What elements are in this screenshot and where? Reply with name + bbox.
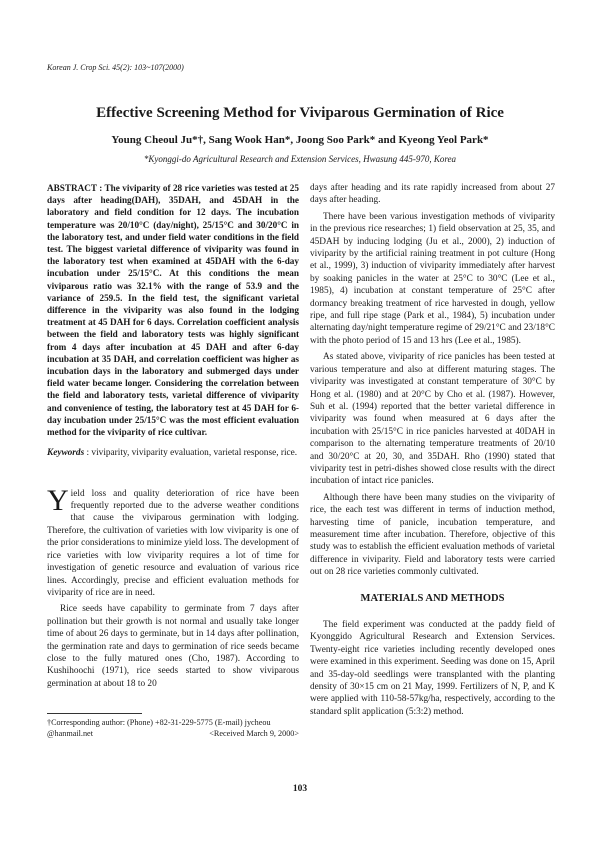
footnote [47, 717, 299, 739]
author-list: Young Cheoul Ju*†, Sang Wook Han*, Joong Soo Park* and Kyeong Yeol Park* [111, 134, 489, 146]
right-paragraph-4: Although there have been many studies on the viviparity of rice, the each test was different in terms of induction method, harvesting time of panicle, incubation temperature, and measurement time after incubation. Therefore, objective of this study was to establish the efficient evaluation methods of varietal difference in viviparity. Field and laboratory tests were carried out on 28 rice varieties commonly cultivated. [310, 492, 555, 578]
keywords [47, 447, 299, 459]
footnote-corresponding: †Corresponding author: (Phone) +82-31-229-5775 (E-mail) jycheou [47, 718, 271, 727]
methods-paragraph-1: The field experiment was conducted at the paddy field of Kyonggido Agricultural Research and Extension Services. Twenty-eight rice varieties including recently developed ones were examined in this experiment. Seeding was done on 15, April and 35-day-old seedlings were transplanted with the planting density of 30×15 cm on 21 May, 1999. Fertilizers of N, P, and K were applied with 110-58-57kg/ha, respectively, according to the standard split application (5:3:2) method. [310, 620, 555, 717]
right-paragraph-2: There have been various investigation methods of viviparity in the previous rice researches; 1) field observation at 25, 35, and 45DAH by inducing lodging (Ju et al., 2000), 2) induction of viviparity by the artificial raining treatment in pot culture (Hong et al., 1999), 3) induction of viviparity immediately after harvest by soaking panicles in the water at 25°C to 30°C (Lee et al., 1985), 4) incubation at constant temperature of 25°C after dormancy breaking treatment of rice harvested in dough, yellow ripe, and full ripe stage (Park et al., 1984), 5) incubation under alternating day/night temperature regime of 29/21°C and 23/18°C with the photo period of 15 and 13 hrs (Lee et al., 1985). [310, 211, 555, 346]
intro-paragraph-1-text: ield loss and quality deterioration of rice have been frequently reported due to the adverse weather conditions that cause the viviparous germination with lodging. Therefore, the cultivation of varieties with low viviparity is one of the prior considerations to minimize yield loss. The development of rice varieties with low viviparity requires a lot of time for investigation of genetic resource and evaluation of various rice lines. Accordingly, precise and efficient evaluation methods for viviparity of rice are in need. [47, 488, 299, 598]
right-paragraph-3: As stated above, viviparity of rice panicles has been tested at various temperature and also at different maturing stages. The viviparity was investigated at constant temperature of 30°C by Hong et al. (1980) and at 20°C by Cho et al. (1987). However, Suh et al. (1994) reported that the better varietal difference in viviparity was found when measured at 6 days after the incubation with 25/15°C in rice panicles harvested at 40DAH in comparison to the alternating temperature treatments of 20/10 and 30/20°C at 20, 30, and 35DAH. Rho (1990) stated that viviparity test in petri-dishes showed close results with the direct incubation of intact rice panicles. [310, 352, 555, 487]
received-date: <Received March 9, 2000> [209, 729, 299, 738]
section-heading-methods: MATERIALS AND METHODS [360, 592, 505, 604]
intro-paragraph-1 [47, 483, 299, 600]
abstract: ABSTRACT : The viviparity of 28 rice varieties was tested at 25 days after heading(DAH), 35DAH, and 45DAH in the laboratory and field condition for 12 days. The incubation temperature was 20/10°C (day/night), 25/15°C and 30/20°C in the laboratory test, and under field water conditions in the field test. The biggest varietal difference of viviparity was found in the laboratory test when examined at 45DAH with the 6-day incubation under 25/15°C. At this conditions the mean viviparous ratio was 32.1% with the range of 53.9 and the variance of 259.5. In the field test, the significant varietal difference in the viviparity was also found in the lodging treatment at 45 DAH for 6 days. Correlation coefficient analysis between the field and laboratory tests was highly significant from 4 days after incubation at 45 DAH and after 6-day incubation at 35 DAH, and correlation coefficient was higher as incubation days in the laboratory and submerged days under field water became longer. Considering the correlation between the field and laboratory tests, varietal difference of viviparity and convenience of testing, the laboratory test at 45 DAH for 6-day incubation under 25/15°C was the most efficient evaluation method for the viviparity of rice cultivar. [47, 183, 299, 438]
footnote-email-tail: @hanmail.net [47, 729, 93, 738]
keywords-text: : viviparity, viviparity evaluation, varietal response, rice. [84, 448, 298, 459]
journal-citation: Korean J. Crop Sci. 45(2): 103~107(2000) [47, 63, 184, 72]
footnote-rule [47, 713, 142, 714]
intro-paragraph-2: Rice seeds have capability to germinate from 7 days after pollination but their growth is not normal and usually take longer time of about 26 days to germinate, but in 14 days after pollination, the germination rate and days to germination of rice seeds became close to the fully matured ones (Cho, 1987). According to Kushihoochi (1971), rice seeds started to show viviparous germination at about 18 to 20 [47, 604, 299, 689]
right-column [310, 182, 555, 722]
keywords-label: Keywords [47, 448, 85, 459]
page-number: 103 [292, 784, 308, 794]
right-paragraph-1: days after heading and its rate rapidly increased from about 27 days after heading. [310, 183, 555, 206]
paper-title: Effective Screening Method for Viviparous Germination of Rice [96, 105, 504, 121]
left-column [47, 182, 299, 694]
affiliation: *Kyonggi-do Agricultural Research and Extension Services, Hwasung 445-970, Korea [143, 154, 457, 164]
footnote-row-2 [47, 728, 299, 739]
drop-cap: Y [47, 483, 69, 517]
